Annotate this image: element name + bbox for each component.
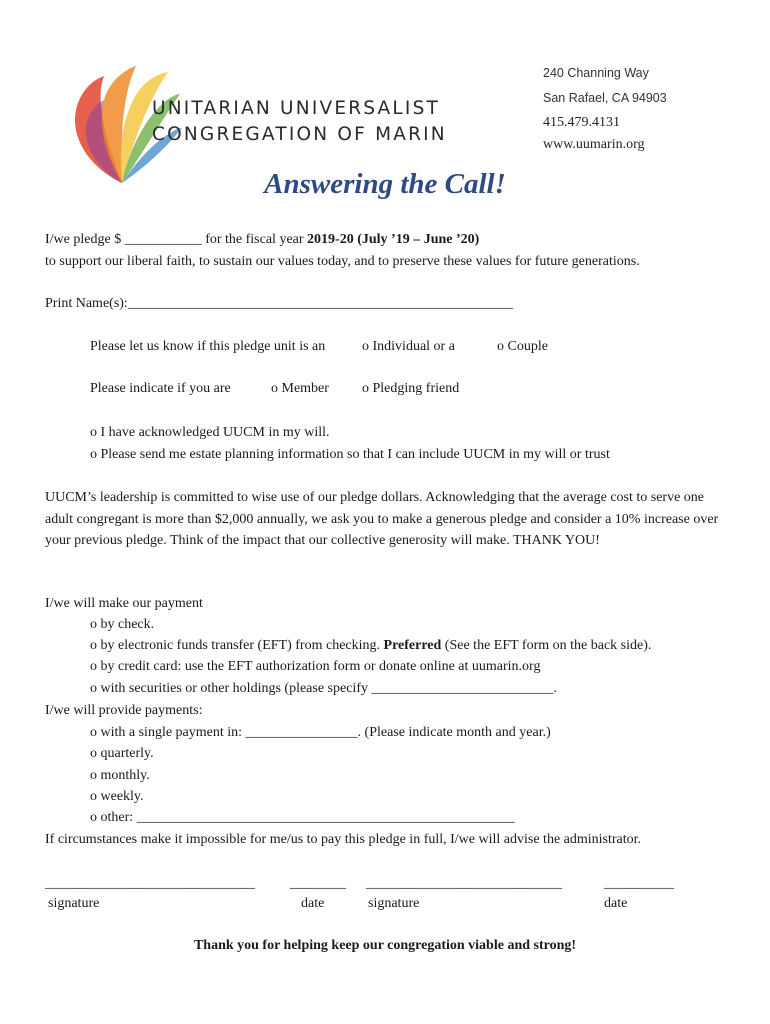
payment-heading: I/we will make our payment: [45, 596, 203, 611]
option-couple[interactable]: o Couple: [497, 339, 548, 354]
option-weekly[interactable]: o weekly.: [90, 789, 144, 804]
pledge-amount-text: I/we pledge $ ___________ for the fiscal year: [45, 232, 308, 247]
option-credit-card[interactable]: o by credit card: use the EFT authorization form or donate online at uumarin.org: [90, 659, 541, 674]
option-estate-info[interactable]: o Please send me estate planning information so that I can include UUCM in my will or trust: [90, 447, 610, 462]
option-single-payment[interactable]: o with a single payment in: ________________. (Please indicate month and year.): [90, 725, 551, 740]
date-label-2: date: [604, 896, 628, 911]
eft-text: o by electronic funds transfer (EFT) from checking.: [90, 638, 384, 653]
schedule-heading: I/we will provide payments:: [45, 703, 203, 718]
circumstances-note: If circumstances make it impossible for me/us to pay this pledge in full, I/we will advise the administrator.: [45, 832, 642, 847]
signature-label-2: signature: [368, 896, 420, 911]
pledge-line-1: [45, 232, 479, 248]
website: www.uumarin.org: [543, 137, 645, 152]
option-monthly[interactable]: o monthly.: [90, 768, 150, 783]
option-eft[interactable]: [90, 638, 651, 654]
option-other[interactable]: o other: ______________________________________________________: [90, 810, 515, 825]
option-member[interactable]: o Member: [271, 381, 329, 396]
page-title: Answering the Call!: [264, 168, 506, 200]
signature-line-1[interactable]: ______________________________: [45, 876, 255, 891]
signature-label-1: signature: [48, 896, 100, 911]
date-label-1: date: [301, 896, 325, 911]
phone-number: 415.479.4131: [543, 115, 620, 130]
fiscal-year: 2019-20 (July ’19 – June ’20): [307, 232, 480, 247]
signature-line-2[interactable]: ____________________________: [366, 876, 562, 891]
address-street: 240 Channing Way: [543, 66, 649, 80]
option-check[interactable]: o by check.: [90, 617, 155, 632]
date-line-1[interactable]: ________: [290, 876, 346, 891]
membership-prompt: Please indicate if you are: [90, 381, 231, 396]
eft-note: (See the EFT form on the back side).: [441, 638, 652, 653]
unit-prompt: Please let us know if this pledge unit is an: [90, 339, 326, 354]
option-will-acknowledged[interactable]: o I have acknowledged UUCM in my will.: [90, 425, 330, 440]
option-pledging-friend[interactable]: o Pledging friend: [362, 381, 460, 396]
org-name-line2: CONGREGATION OF MARIN: [152, 124, 447, 145]
closing-message: Thank you for helping keep our congregation viable and strong!: [193, 938, 577, 953]
address-city: San Rafael, CA 94903: [543, 91, 667, 105]
leadership-paragraph: UUCM’s leadership is committed to wise use of our pledge dollars. Acknowledging that the average cost to serve one adult congregant is more than $2,000 annually, we ask you to make a generous pledge and consider a 10% increase over your previous pledge. Think of the impact that our collective generosity will make. THANK YOU!: [45, 490, 719, 549]
option-securities[interactable]: o with securities or other holdings (please specify __________________________.: [90, 681, 557, 696]
date-line-2[interactable]: __________: [604, 876, 674, 891]
option-individual[interactable]: o Individual or a: [362, 339, 455, 354]
pledge-line-2: to support our liberal faith, to sustain our values today, and to preserve these values for future generations.: [45, 254, 640, 269]
option-quarterly[interactable]: o quarterly.: [90, 746, 154, 761]
print-names-field[interactable]: Print Name(s):_______________________________________________________: [45, 296, 513, 311]
org-name-line1: UNITARIAN UNIVERSALIST: [152, 98, 441, 119]
eft-preferred: Preferred: [383, 638, 442, 653]
